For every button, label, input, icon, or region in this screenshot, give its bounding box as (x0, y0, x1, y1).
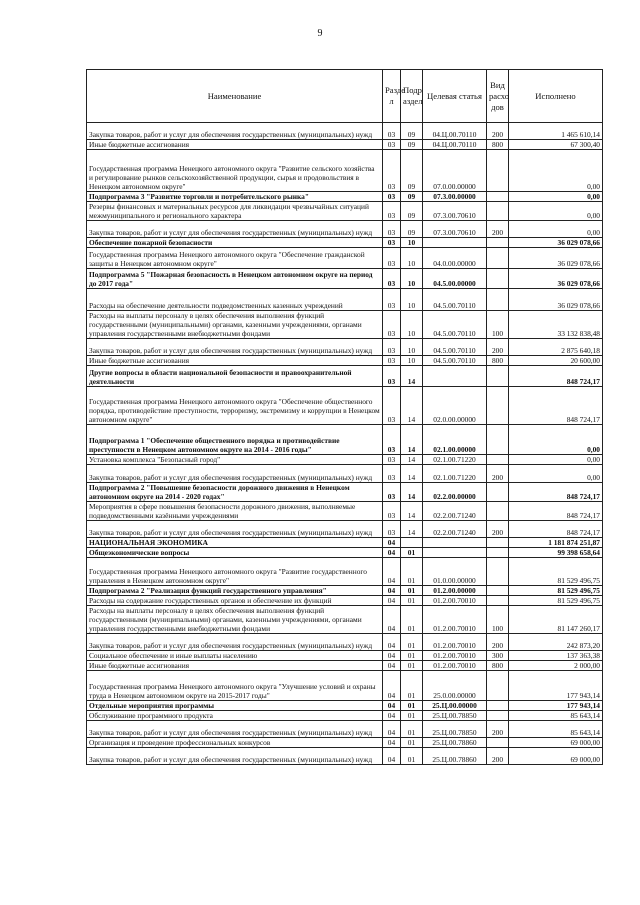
cell-section: 04 (383, 671, 401, 701)
table-row (87, 483, 603, 502)
table-row (87, 150, 603, 192)
table-row (87, 711, 603, 721)
table-row (87, 738, 603, 748)
cell-type (487, 596, 509, 606)
cell-section: 03 (383, 269, 401, 289)
cell-type: 100 (487, 606, 509, 634)
cell-section: 03 (383, 425, 401, 455)
cell-subsection: 01 (401, 548, 423, 558)
cell-section: 03 (383, 455, 401, 465)
cell-name: Закупка товаров, работ и услуг для обеспечения государственных (муниципальных) нужд (87, 748, 383, 765)
cell-section: 04 (383, 538, 401, 548)
cell-type (487, 238, 509, 248)
cell-section: 04 (383, 748, 401, 765)
table-row (87, 366, 603, 387)
cell-section: 04 (383, 596, 401, 606)
cell-executed: 81 147 260,17 (509, 606, 603, 634)
cell-target: 04.Ц.00.70110 (423, 123, 487, 140)
cell-executed: 33 132 838,48 (509, 311, 603, 339)
cell-name: Обслуживание программного продукта (87, 711, 383, 721)
cell-name: Подпрограмма 1 "Обеспечение общественного порядка и противодействие преступности в Ненецком автономном округе на 2014 - 2016 годы" (87, 425, 383, 455)
table-row (87, 661, 603, 671)
cell-executed: 848 724,17 (509, 483, 603, 502)
cell-subsection: 01 (401, 586, 423, 596)
cell-name: Социальное обеспечение и иные выплаты населению (87, 651, 383, 661)
header-target: Целевая статья (423, 70, 487, 123)
cell-target: 07.3.00.70610 (423, 221, 487, 238)
cell-target: 07.0.00.00000 (423, 150, 487, 192)
cell-target: 01.0.00.00000 (423, 558, 487, 586)
cell-name: Обеспечение пожарной безопасности (87, 238, 383, 248)
cell-section: 03 (383, 311, 401, 339)
cell-name: Мероприятия в сфере повышения безопасности дорожного движения, выполняемые подведомственными казёнными учреждениями (87, 502, 383, 521)
cell-executed: 36 029 078,66 (509, 269, 603, 289)
cell-target: 01.2.00.70010 (423, 606, 487, 634)
cell-target: 04.5.00.70110 (423, 356, 487, 366)
table-header-row (87, 70, 603, 123)
cell-type: 200 (487, 465, 509, 483)
cell-subsection: 09 (401, 221, 423, 238)
cell-section: 03 (383, 192, 401, 202)
cell-section: 04 (383, 651, 401, 661)
table-row (87, 671, 603, 701)
cell-section: 04 (383, 738, 401, 748)
cell-type (487, 548, 509, 558)
cell-name: Организация и проведение профессиональных конкурсов (87, 738, 383, 748)
cell-name: Закупка товаров, работ и услуг для обеспечения государственных (муниципальных) нужд (87, 721, 383, 738)
cell-type: 300 (487, 651, 509, 661)
cell-subsection: 01 (401, 596, 423, 606)
cell-subsection (401, 538, 423, 548)
cell-subsection: 10 (401, 248, 423, 269)
page-number: 9 (317, 28, 323, 39)
cell-section: 03 (383, 521, 401, 538)
cell-executed: 69 000,00 (509, 748, 603, 765)
cell-type: 200 (487, 721, 509, 738)
table-row (87, 238, 603, 248)
cell-subsection: 01 (401, 711, 423, 721)
cell-subsection: 14 (401, 483, 423, 502)
cell-target: 04.5.00.70110 (423, 339, 487, 356)
cell-type (487, 248, 509, 269)
cell-type (487, 701, 509, 711)
cell-type: 200 (487, 123, 509, 140)
cell-subsection: 01 (401, 748, 423, 765)
cell-section: 04 (383, 634, 401, 651)
cell-target: 02.1.00.00000 (423, 425, 487, 455)
cell-section: 03 (383, 221, 401, 238)
cell-subsection: 01 (401, 721, 423, 738)
cell-executed: 177 943,14 (509, 701, 603, 711)
cell-executed: 177 943,14 (509, 671, 603, 701)
cell-target: 25.0.00.00000 (423, 671, 487, 701)
table-row (87, 634, 603, 651)
cell-target: 25.Ц.00.78860 (423, 748, 487, 765)
cell-executed: 137 363,38 (509, 651, 603, 661)
cell-name: Государственная программа Ненецкого автономного округа "Обеспечение гражданской защиты в Ненецком автономном округе" (87, 248, 383, 269)
cell-executed: 848 724,17 (509, 521, 603, 538)
cell-type (487, 671, 509, 701)
table-row (87, 538, 603, 548)
cell-section: 04 (383, 701, 401, 711)
cell-subsection: 01 (401, 661, 423, 671)
cell-executed: 81 529 496,75 (509, 586, 603, 596)
cell-name: Общеэкономические вопросы (87, 548, 383, 558)
cell-section: 03 (383, 140, 401, 150)
header-name: Наименование (87, 70, 383, 123)
cell-name: Расходы на содержание государственных органов и обеспечение их функций (87, 596, 383, 606)
cell-section: 03 (383, 289, 401, 311)
cell-target: 25.Ц.00.78850 (423, 721, 487, 738)
cell-section: 03 (383, 238, 401, 248)
table-row (87, 455, 603, 465)
cell-section: 04 (383, 606, 401, 634)
cell-executed: 0,00 (509, 192, 603, 202)
cell-target: 04.0.00.00000 (423, 248, 487, 269)
cell-subsection: 01 (401, 651, 423, 661)
cell-type: 200 (487, 339, 509, 356)
table-row (87, 248, 603, 269)
cell-subsection: 14 (401, 366, 423, 387)
cell-type (487, 387, 509, 425)
cell-target: 02.0.00.00000 (423, 387, 487, 425)
cell-name: Закупка товаров, работ и услуг для обеспечения государственных (муниципальных) нужд (87, 339, 383, 356)
header-subsection: Подр аздел (401, 70, 423, 123)
cell-executed: 85 643,14 (509, 721, 603, 738)
budget-table (86, 69, 603, 765)
cell-section: 03 (383, 202, 401, 221)
table-row (87, 548, 603, 558)
cell-subsection: 10 (401, 269, 423, 289)
table-row (87, 140, 603, 150)
cell-target: 25.Ц.00.00000 (423, 701, 487, 711)
cell-subsection: 01 (401, 701, 423, 711)
table-row (87, 221, 603, 238)
cell-executed: 0,00 (509, 221, 603, 238)
cell-subsection: 14 (401, 502, 423, 521)
cell-type: 800 (487, 140, 509, 150)
cell-type: 200 (487, 521, 509, 538)
table-row (87, 356, 603, 366)
cell-executed: 85 643,14 (509, 711, 603, 721)
cell-type (487, 538, 509, 548)
table-row (87, 606, 603, 634)
cell-subsection: 09 (401, 140, 423, 150)
cell-type: 200 (487, 221, 509, 238)
cell-section: 03 (383, 339, 401, 356)
cell-type: 800 (487, 356, 509, 366)
cell-name: Иные бюджетные ассигнования (87, 661, 383, 671)
cell-target: 02.2.00.71240 (423, 521, 487, 538)
table-row (87, 465, 603, 483)
cell-executed: 848 724,17 (509, 387, 603, 425)
cell-target: 02.2.00.00000 (423, 483, 487, 502)
cell-section: 04 (383, 711, 401, 721)
cell-executed: 0,00 (509, 202, 603, 221)
cell-subsection: 10 (401, 238, 423, 248)
cell-subsection: 14 (401, 425, 423, 455)
header-executed: Исполнено (509, 70, 603, 123)
cell-target: 04.5.00.70110 (423, 289, 487, 311)
cell-subsection: 09 (401, 150, 423, 192)
cell-name: Подпрограмма 2 "Реализация функций государственного управления" (87, 586, 383, 596)
table-row (87, 339, 603, 356)
cell-type (487, 483, 509, 502)
cell-name: Закупка товаров, работ и услуг для обеспечения государственных (муниципальных) нужд (87, 465, 383, 483)
cell-executed: 2 875 640,18 (509, 339, 603, 356)
cell-name: Расходы на выплаты персоналу в целях обеспечения выполнения функций государственными (муниципальными) органами, казенными учреждениями, органами управления государственными внебюджетными фондами (87, 311, 383, 339)
cell-name: Другие вопросы в области национальной безопасности и правоохранительной деятельности (87, 366, 383, 387)
cell-name: Расходы на выплаты персоналу в целях обеспечения выполнения функций государственными (муниципальными) органами, казенными учреждениями, органами управления государственными внебюджетными фондами (87, 606, 383, 634)
cell-executed: 81 529 496,75 (509, 596, 603, 606)
table-row (87, 721, 603, 738)
cell-type (487, 738, 509, 748)
cell-target: 04.5.00.70110 (423, 311, 487, 339)
cell-name: Подпрограмма 2 "Повышение безопасности дорожного движения в Ненецком автономном округе на 2014 - 2020 годах" (87, 483, 383, 502)
cell-name: Иные бюджетные ассигнования (87, 140, 383, 150)
cell-target: 07.3.00.00000 (423, 192, 487, 202)
cell-executed: 67 300,40 (509, 140, 603, 150)
cell-subsection: 10 (401, 356, 423, 366)
table-row (87, 123, 603, 140)
cell-name: НАЦИОНАЛЬНАЯ ЭКОНОМИКА (87, 538, 383, 548)
table-row (87, 651, 603, 661)
cell-subsection: 01 (401, 634, 423, 651)
table-row (87, 586, 603, 596)
table-row (87, 387, 603, 425)
cell-executed: 1 465 610,14 (509, 123, 603, 140)
cell-type (487, 269, 509, 289)
cell-type (487, 711, 509, 721)
cell-subsection: 14 (401, 465, 423, 483)
cell-type: 200 (487, 634, 509, 651)
cell-section: 03 (383, 248, 401, 269)
cell-name: Закупка товаров, работ и услуг для обеспечения государственных (муниципальных) нужд (87, 521, 383, 538)
cell-executed: 81 529 496,75 (509, 558, 603, 586)
cell-section: 03 (383, 387, 401, 425)
cell-target: 07.3.00.70610 (423, 202, 487, 221)
cell-section: 03 (383, 366, 401, 387)
cell-name: Иные бюджетные ассигнования (87, 356, 383, 366)
cell-executed: 242 873,20 (509, 634, 603, 651)
cell-name: Государственная программа Ненецкого автономного округа "Развитие государственного управления в Ненецком автономном округе" (87, 558, 383, 586)
cell-subsection: 10 (401, 289, 423, 311)
cell-target: 04.5.00.00000 (423, 269, 487, 289)
cell-subsection: 01 (401, 738, 423, 748)
cell-name: Установка комплекса "Безопасный город" (87, 455, 383, 465)
table-row (87, 269, 603, 289)
cell-target: 01.2.00.70010 (423, 634, 487, 651)
cell-type (487, 289, 509, 311)
cell-executed: 848 724,17 (509, 366, 603, 387)
table-row (87, 558, 603, 586)
cell-executed: 0,00 (509, 455, 603, 465)
cell-target: 02.2.00.71240 (423, 502, 487, 521)
cell-section: 03 (383, 465, 401, 483)
cell-subsection: 09 (401, 202, 423, 221)
header-section: Разде л (383, 70, 401, 123)
cell-executed: 0,00 (509, 425, 603, 455)
cell-target (423, 538, 487, 548)
cell-executed: 36 029 078,66 (509, 238, 603, 248)
cell-name: Закупка товаров, работ и услуг для обеспечения государственных (муниципальных) нужд (87, 634, 383, 651)
cell-subsection: 10 (401, 339, 423, 356)
cell-subsection: 09 (401, 123, 423, 140)
cell-section: 04 (383, 548, 401, 558)
cell-section: 03 (383, 150, 401, 192)
cell-subsection: 01 (401, 671, 423, 701)
cell-type (487, 586, 509, 596)
cell-subsection: 14 (401, 387, 423, 425)
cell-target: 01.2.00.70010 (423, 661, 487, 671)
table-row (87, 502, 603, 521)
table-row (87, 192, 603, 202)
table-row (87, 596, 603, 606)
cell-name: Государственная программа Ненецкого автономного округа "Развитие сельского хозяйства и регулирование рынков сельскохозяйственной продукции, сырья и продовольствия в Ненецком автономном округе" (87, 150, 383, 192)
cell-target: 01.2.00.70010 (423, 651, 487, 661)
cell-type (487, 425, 509, 455)
cell-name: Государственная программа Ненецкого автономного округа "Улучшение условий и охраны труда в Ненецком автономном округе на 2015-2017 годы" (87, 671, 383, 701)
cell-target: 04.Ц.00.70110 (423, 140, 487, 150)
cell-name: Закупка товаров, работ и услуг для обеспечения государственных (муниципальных) нужд (87, 123, 383, 140)
cell-target (423, 548, 487, 558)
cell-executed: 99 398 658,64 (509, 548, 603, 558)
cell-target (423, 238, 487, 248)
cell-name: Расходы на обеспечение деятельности подведомственных казенных учреждений (87, 289, 383, 311)
cell-type (487, 150, 509, 192)
cell-name: Закупка товаров, работ и услуг для обеспечения государственных (муниципальных) нужд (87, 221, 383, 238)
cell-section: 03 (383, 123, 401, 140)
table-row (87, 311, 603, 339)
cell-type: 800 (487, 661, 509, 671)
cell-section: 04 (383, 661, 401, 671)
cell-type (487, 558, 509, 586)
cell-executed: 848 724,17 (509, 502, 603, 521)
cell-name: Подпрограмма 5 "Пожарная безопасность в Ненецком автономном округе на период до 2017 года" (87, 269, 383, 289)
table-row (87, 748, 603, 765)
cell-subsection: 10 (401, 311, 423, 339)
cell-executed: 36 029 078,66 (509, 289, 603, 311)
cell-subsection: 01 (401, 558, 423, 586)
cell-target: 25.Ц.00.78850 (423, 711, 487, 721)
cell-executed: 2 000,00 (509, 661, 603, 671)
cell-type: 100 (487, 311, 509, 339)
table-row (87, 701, 603, 711)
table-body (87, 123, 603, 765)
cell-section: 04 (383, 721, 401, 738)
cell-executed: 0,00 (509, 465, 603, 483)
cell-executed: 20 600,00 (509, 356, 603, 366)
cell-section: 04 (383, 586, 401, 596)
cell-section: 03 (383, 483, 401, 502)
cell-executed: 1 181 874 251,87 (509, 538, 603, 548)
table-row (87, 425, 603, 455)
cell-target: 02.1.00.71220 (423, 455, 487, 465)
header-type: Вид расхо дов (487, 70, 509, 123)
cell-target (423, 366, 487, 387)
cell-type (487, 202, 509, 221)
cell-type: 200 (487, 748, 509, 765)
cell-target: 02.1.00.71220 (423, 465, 487, 483)
cell-name: Отдельные мероприятия программы (87, 701, 383, 711)
cell-section: 03 (383, 502, 401, 521)
cell-section: 04 (383, 558, 401, 586)
cell-type (487, 192, 509, 202)
cell-subsection: 01 (401, 606, 423, 634)
cell-target: 01.2.00.00000 (423, 586, 487, 596)
table-row (87, 289, 603, 311)
table-row (87, 521, 603, 538)
cell-executed: 36 029 078,66 (509, 248, 603, 269)
cell-subsection: 14 (401, 455, 423, 465)
cell-target: 25.Ц.00.78860 (423, 738, 487, 748)
cell-type (487, 455, 509, 465)
cell-type (487, 366, 509, 387)
cell-name: Государственная программа Ненецкого автономного округа "Обеспечение общественного порядка, противодействие преступности, терроризму, экстремизму и коррупции в Ненецком автономном округе" (87, 387, 383, 425)
cell-executed: 0,00 (509, 150, 603, 192)
cell-name: Резервы финансовых и материальных ресурсов для ликвидации чрезвычайных ситуаций межмуниципального и регионального характера (87, 202, 383, 221)
cell-type (487, 502, 509, 521)
table-row (87, 202, 603, 221)
cell-section: 03 (383, 356, 401, 366)
cell-executed: 69 000,00 (509, 738, 603, 748)
cell-subsection: 09 (401, 192, 423, 202)
cell-target: 01.2.00.70010 (423, 596, 487, 606)
cell-name: Подпрограмма 3 "Развитие торговли и потребительского рынка" (87, 192, 383, 202)
cell-subsection: 14 (401, 521, 423, 538)
